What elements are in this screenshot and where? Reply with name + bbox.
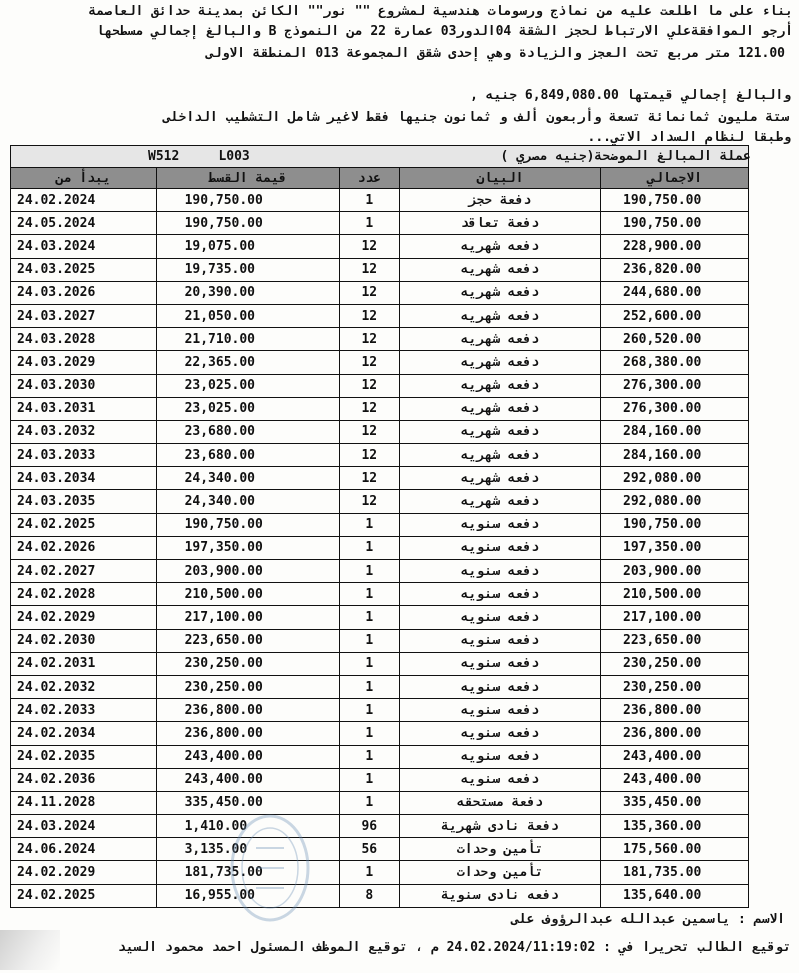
total-cell: 335,450.00 [601, 791, 749, 814]
total-cell: 244,680.00 [601, 281, 749, 304]
count-cell: 56 [339, 838, 399, 861]
total-cell: 210,500.00 [601, 583, 749, 606]
installment-cell: 230,250.00 [156, 652, 339, 675]
total-cell: 190,750.00 [601, 513, 749, 536]
installment-cell: 190,750.00 [156, 513, 339, 536]
table-row [11, 281, 749, 304]
total-cell: 217,100.00 [601, 606, 749, 629]
total-cell: 181,735.00 [601, 861, 749, 884]
header-start-date: يبدأ من [11, 168, 157, 189]
total-cell: 276,300.00 [601, 374, 749, 397]
table-row [11, 722, 749, 745]
total-cell: 276,300.00 [601, 397, 749, 420]
installment-cell: 236,800.00 [156, 699, 339, 722]
count-cell: 1 [339, 745, 399, 768]
total-cell: 284,160.00 [601, 444, 749, 467]
installment-cell: 230,250.00 [156, 675, 339, 698]
installment-cell: 23,025.00 [156, 374, 339, 397]
description-cell: دفعه سنويه [399, 699, 600, 722]
description-cell: دفعة حجز [399, 189, 600, 212]
description-cell: دفعه شهريه [399, 420, 600, 443]
total-cell: 175,560.00 [601, 838, 749, 861]
description-cell: دفعه شهريه [399, 374, 600, 397]
amount-in-words: ستة مليون ثمانمائة تسعة وأربعون ألف و ثمانون جنيها فقط لاغير شامل التشطيب الداخلى [162, 110, 789, 125]
description-cell: دفعه شهريه [399, 281, 600, 304]
installment-cell: 21,050.00 [156, 304, 339, 327]
total-cell: 203,900.00 [601, 560, 749, 583]
description-cell: دفعه شهريه [399, 397, 600, 420]
total-cell: 243,400.00 [601, 768, 749, 791]
count-cell: 1 [339, 768, 399, 791]
count-cell: 12 [339, 351, 399, 374]
start-date-cell: 24.06.2024 [11, 838, 157, 861]
total-cell: 236,800.00 [601, 722, 749, 745]
description-cell: دفعه سنويه [399, 652, 600, 675]
total-cell: 292,080.00 [601, 490, 749, 513]
count-cell: 12 [339, 374, 399, 397]
description-cell: دفعه سنويه [399, 606, 600, 629]
total-cell: 135,360.00 [601, 815, 749, 838]
start-date-cell: 24.03.2029 [11, 351, 157, 374]
total-cell: 292,080.00 [601, 467, 749, 490]
total-cell: 268,380.00 [601, 351, 749, 374]
header-description: البيان [399, 168, 600, 189]
description-cell: دفعه سنويه [399, 745, 600, 768]
table-row [11, 444, 749, 467]
total-cell: 236,820.00 [601, 258, 749, 281]
count-cell: 1 [339, 189, 399, 212]
table-row [11, 189, 749, 212]
installment-cell: 236,800.00 [156, 722, 339, 745]
table-row [11, 212, 749, 235]
start-date-cell: 24.03.2025 [11, 258, 157, 281]
start-date-cell: 24.02.2030 [11, 629, 157, 652]
count-cell: 1 [339, 861, 399, 884]
table-row [11, 536, 749, 559]
count-cell: 12 [339, 444, 399, 467]
table-row [11, 420, 749, 443]
count-cell: 1 [339, 583, 399, 606]
total-cell: 190,750.00 [601, 189, 749, 212]
description-cell: دفعة نادى شهرية [399, 815, 600, 838]
table-row [11, 675, 749, 698]
start-date-cell: 24.05.2024 [11, 212, 157, 235]
start-date-cell: 24.03.2033 [11, 444, 157, 467]
count-cell: 1 [339, 629, 399, 652]
count-cell: 12 [339, 467, 399, 490]
installment-cell: 1,410.00 [156, 815, 339, 838]
table-row [11, 374, 749, 397]
installment-cell: 217,100.00 [156, 606, 339, 629]
description-cell: دفعه شهريه [399, 490, 600, 513]
description-cell: دفعه شهريه [399, 328, 600, 351]
table-row [11, 397, 749, 420]
description-cell: دفعه سنويه [399, 722, 600, 745]
intro-line-2: أرجو الموافقةعلي الارتباط لحجز الشقة 04الدور03 عمارة 22 من النموذج B والبالغ إجمالي مسطحها [96, 24, 793, 39]
table-row [11, 791, 749, 814]
table-row [11, 606, 749, 629]
table-row [11, 745, 749, 768]
start-date-cell: 24.02.2036 [11, 768, 157, 791]
start-date-cell: 24.02.2032 [11, 675, 157, 698]
count-cell: 12 [339, 258, 399, 281]
total-cell: 135,640.00 [601, 884, 749, 907]
description-cell: دفعه سنويه [399, 513, 600, 536]
count-cell: 1 [339, 536, 399, 559]
count-cell: 12 [339, 490, 399, 513]
unit-codes: W512 L003 [148, 149, 250, 164]
count-cell: 1 [339, 212, 399, 235]
installment-cell: 335,450.00 [156, 791, 339, 814]
table-row [11, 513, 749, 536]
payment-schedule-intro: وطبقا لنظام السداد الاتي... [587, 130, 791, 145]
installment-cell: 24,340.00 [156, 490, 339, 513]
table-row [11, 351, 749, 374]
start-date-cell: 24.03.2031 [11, 397, 157, 420]
installment-cell: 243,400.00 [156, 768, 339, 791]
count-cell: 12 [339, 304, 399, 327]
table-row [11, 768, 749, 791]
table-row [11, 490, 749, 513]
count-cell: 1 [339, 675, 399, 698]
total-cell: 230,250.00 [601, 675, 749, 698]
total-cell: 197,350.00 [601, 536, 749, 559]
total-cell: 284,160.00 [601, 420, 749, 443]
start-date-cell: 24.03.2024 [11, 235, 157, 258]
header-installment: قيمة القسط [156, 168, 339, 189]
installment-cell: 23,680.00 [156, 420, 339, 443]
table-row [11, 328, 749, 351]
table-row [11, 838, 749, 861]
installment-cell: 19,075.00 [156, 235, 339, 258]
start-date-cell: 24.02.2025 [11, 884, 157, 907]
count-cell: 12 [339, 235, 399, 258]
description-cell: دفعه سنويه [399, 768, 600, 791]
count-cell: 1 [339, 722, 399, 745]
installment-cell: 21,710.00 [156, 328, 339, 351]
start-date-cell: 24.02.2024 [11, 189, 157, 212]
installment-cell: 16,955.00 [156, 884, 339, 907]
description-cell: تأمين وحدات [399, 861, 600, 884]
description-cell: دفعه شهريه [399, 258, 600, 281]
installment-cell: 181,735.00 [156, 861, 339, 884]
table-row [11, 861, 749, 884]
total-cell: 228,900.00 [601, 235, 749, 258]
installment-cell: 23,680.00 [156, 444, 339, 467]
start-date-cell: 24.03.2034 [11, 467, 157, 490]
description-cell: دفعه سنويه [399, 583, 600, 606]
total-cell: 260,520.00 [601, 328, 749, 351]
scan-smudge [0, 930, 60, 970]
description-cell: دفعة مستحقه [399, 791, 600, 814]
start-date-cell: 24.02.2025 [11, 513, 157, 536]
description-cell: دفعه شهريه [399, 304, 600, 327]
count-cell: 1 [339, 513, 399, 536]
count-cell: 12 [339, 328, 399, 351]
table-row [11, 629, 749, 652]
installment-cell: 243,400.00 [156, 745, 339, 768]
description-cell: دفعه شهريه [399, 444, 600, 467]
header-count: عدد [339, 168, 399, 189]
count-cell: 8 [339, 884, 399, 907]
count-cell: 1 [339, 652, 399, 675]
table-row [11, 699, 749, 722]
description-cell: دفعة تعاقد [399, 212, 600, 235]
count-cell: 12 [339, 420, 399, 443]
start-date-cell: 24.11.2028 [11, 791, 157, 814]
table-row [11, 652, 749, 675]
payment-schedule-table [10, 145, 749, 908]
start-date-cell: 24.02.2033 [11, 699, 157, 722]
start-date-cell: 24.02.2029 [11, 861, 157, 884]
start-date-cell: 24.03.2030 [11, 374, 157, 397]
description-cell: دفعه سنويه [399, 536, 600, 559]
description-cell: دفعه شهريه [399, 351, 600, 374]
start-date-cell: 24.02.2026 [11, 536, 157, 559]
intro-line-3: 121.00 متر مربع تحت العجز والزيادة وهي إحدى شقق المجموعة 013 المنطقة الاولى [205, 46, 785, 61]
start-date-cell: 24.03.2028 [11, 328, 157, 351]
start-date-cell: 24.02.2031 [11, 652, 157, 675]
table-row [11, 583, 749, 606]
table-row [11, 235, 749, 258]
start-date-cell: 24.03.2024 [11, 815, 157, 838]
start-date-cell: 24.03.2026 [11, 281, 157, 304]
description-cell: تأمين وحدات [399, 838, 600, 861]
total-cell: 243,400.00 [601, 745, 749, 768]
description-cell: دفعه سنويه [399, 560, 600, 583]
start-date-cell: 24.02.2029 [11, 606, 157, 629]
table-row [11, 304, 749, 327]
table-row [11, 467, 749, 490]
start-date-cell: 24.02.2028 [11, 583, 157, 606]
installment-cell: 190,750.00 [156, 212, 339, 235]
count-cell: 12 [339, 397, 399, 420]
installment-cell: 210,500.00 [156, 583, 339, 606]
installment-cell: 20,390.00 [156, 281, 339, 304]
count-cell: 1 [339, 560, 399, 583]
start-date-cell: 24.03.2027 [11, 304, 157, 327]
start-date-cell: 24.02.2035 [11, 745, 157, 768]
table-row [11, 560, 749, 583]
start-date-cell: 24.03.2032 [11, 420, 157, 443]
installment-cell: 23,025.00 [156, 397, 339, 420]
signature-line: توقيع الطالب تحريرا في : 24.02.2024/11:19:02 م ، توقيع الموظف المسئول احمد محمود السيد [117, 940, 791, 955]
table-row [11, 815, 749, 838]
installment-cell: 190,750.00 [156, 189, 339, 212]
table-row [11, 884, 749, 907]
description-cell: دفعه نادى سنوية [399, 884, 600, 907]
total-cell: 252,600.00 [601, 304, 749, 327]
installment-cell: 19,735.00 [156, 258, 339, 281]
stamp-mark [226, 808, 314, 928]
description-cell: دفعه سنويه [399, 629, 600, 652]
table-header-row [11, 168, 749, 189]
installment-cell: 24,340.00 [156, 467, 339, 490]
description-cell: دفعه شهريه [399, 235, 600, 258]
installment-cell: 223,650.00 [156, 629, 339, 652]
count-cell: 1 [339, 791, 399, 814]
installment-cell: 22,365.00 [156, 351, 339, 374]
start-date-cell: 24.02.2027 [11, 560, 157, 583]
header-total: الاجمالي [601, 168, 749, 189]
total-cell: 223,650.00 [601, 629, 749, 652]
currency-note: عملة المبالغ الموضحة(جنيه مصري ) [500, 149, 751, 164]
description-cell: دفعه شهريه [399, 467, 600, 490]
installment-cell: 197,350.00 [156, 536, 339, 559]
count-cell: 96 [339, 815, 399, 838]
installment-cell: 203,900.00 [156, 560, 339, 583]
start-date-cell: 24.03.2035 [11, 490, 157, 513]
total-cell: 230,250.00 [601, 652, 749, 675]
installment-cell: 3,135.00 [156, 838, 339, 861]
intro-line-1: بناء على ما اطلعت عليه من نماذج ورسومات هندسية لمشروع "" نور"" الكائن بمدينة حدائق العاصمة [88, 4, 793, 19]
description-cell: دفعه سنويه [399, 675, 600, 698]
applicant-name: الاسم : ياسمين عبدالله عبدالرؤوف على [511, 912, 785, 927]
count-cell: 1 [339, 699, 399, 722]
count-cell: 1 [339, 606, 399, 629]
table-row [11, 258, 749, 281]
total-cell: 190,750.00 [601, 212, 749, 235]
count-cell: 12 [339, 281, 399, 304]
total-value-line: والبالغ إجمالي قيمتها 6,849,080.00 جنيه , [470, 88, 791, 103]
total-cell: 236,800.00 [601, 699, 749, 722]
start-date-cell: 24.02.2034 [11, 722, 157, 745]
